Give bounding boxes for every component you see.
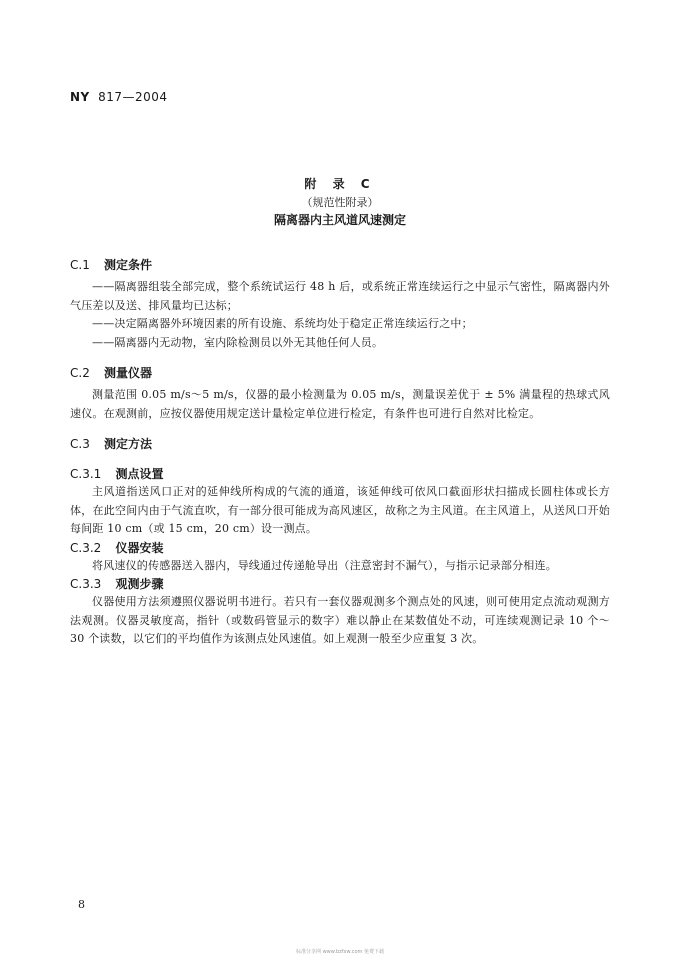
standard-header — [70, 90, 168, 104]
section-title: 测定方法 — [104, 437, 153, 451]
section-heading-c3 — [70, 435, 610, 453]
annex-subtitle: （规范性附录） — [301, 196, 379, 209]
standard-code: NY — [70, 90, 90, 104]
paragraph: ——隔离器组装全部完成，整个系统试运行 48 h 后，或系统正常连续运行之中显示气密性，隔离器内外气压差以及送、排风量均已达标； — [70, 280, 610, 312]
section-title: 测定条件 — [104, 258, 153, 272]
subsection-title: 仪器安装 — [115, 540, 164, 555]
subsection-title: 测点设置 — [115, 467, 164, 481]
subsection-heading-c31 — [70, 465, 610, 483]
section-number: C.1 — [70, 258, 90, 272]
page-number: 8 — [78, 898, 85, 911]
subsection-number: C.3.3 — [70, 577, 102, 591]
paragraph: ——隔离器内无动物，室内除检测员以外无其他任何人员。 — [92, 335, 384, 349]
section-heading-c2 — [70, 364, 610, 382]
paragraph: ——决定隔离器外环境因素的所有设施、系统均处于稳定正常连续运行之中； — [92, 317, 473, 330]
standard-number: 817—2004 — [98, 90, 168, 104]
subsection-number: C.3.1 — [70, 467, 102, 481]
section-heading-c1 — [70, 256, 610, 274]
paragraph: 将风速仪的传感器送入器内，导线通过传递舱导出（注意密封不漏气），与指示记录部分相连。 — [92, 558, 557, 572]
subsection-title: 观测步骤 — [115, 577, 164, 591]
subsection-heading-c32 — [70, 539, 610, 557]
section-number: C.3 — [70, 437, 90, 451]
section-number: C.2 — [70, 366, 90, 380]
annex-title: 附 录 C — [304, 177, 376, 191]
document-body — [70, 256, 610, 649]
subsection-number: C.3.2 — [70, 540, 102, 555]
watermark-text: 标准分享网 www.bzfxw.com 免费下载 — [296, 949, 384, 955]
subsection-heading-c33 — [70, 575, 610, 593]
paragraph: 主风道指送风口正对的延伸线所构成的气流的通道，该延伸线可依风口截面形状扫描成长圆柱体或长方体，在此空间内由于气流直吹，有一部分很可能成为高风速区，故称之为主风道。在主风道上，从送风口开始每间距 10 cm（或 15 cm，20 cm）设一测点。 — [70, 485, 610, 535]
paragraph: 仪器使用方法须遵照仪器说明书进行。若只有一套仪器观测多个测点处的风速，则可使用定点流动观测方法观测。仪器灵敏度高，指针（或数码管显示的数字）难以静止在某数值处不动，可连续观测记录 10 个～30 个读数，以它们的平均值作为该测点处风速值。如上观测一般至少应重复 3 次。 — [70, 595, 610, 645]
annex-name: 隔离器内主风道风速测定 — [273, 213, 406, 227]
paragraph: 测量范围 0.05 m/s～5 m/s，仪器的最小检测量为 0.05 m/s，测量误差优于 ± 5% 满量程的热球式风速仪。在观测前，应按仪器使用规定送计量检定单位进行检定，有条件也可进行自然对比检定。 — [70, 388, 610, 420]
section-title: 测量仪器 — [104, 366, 153, 380]
